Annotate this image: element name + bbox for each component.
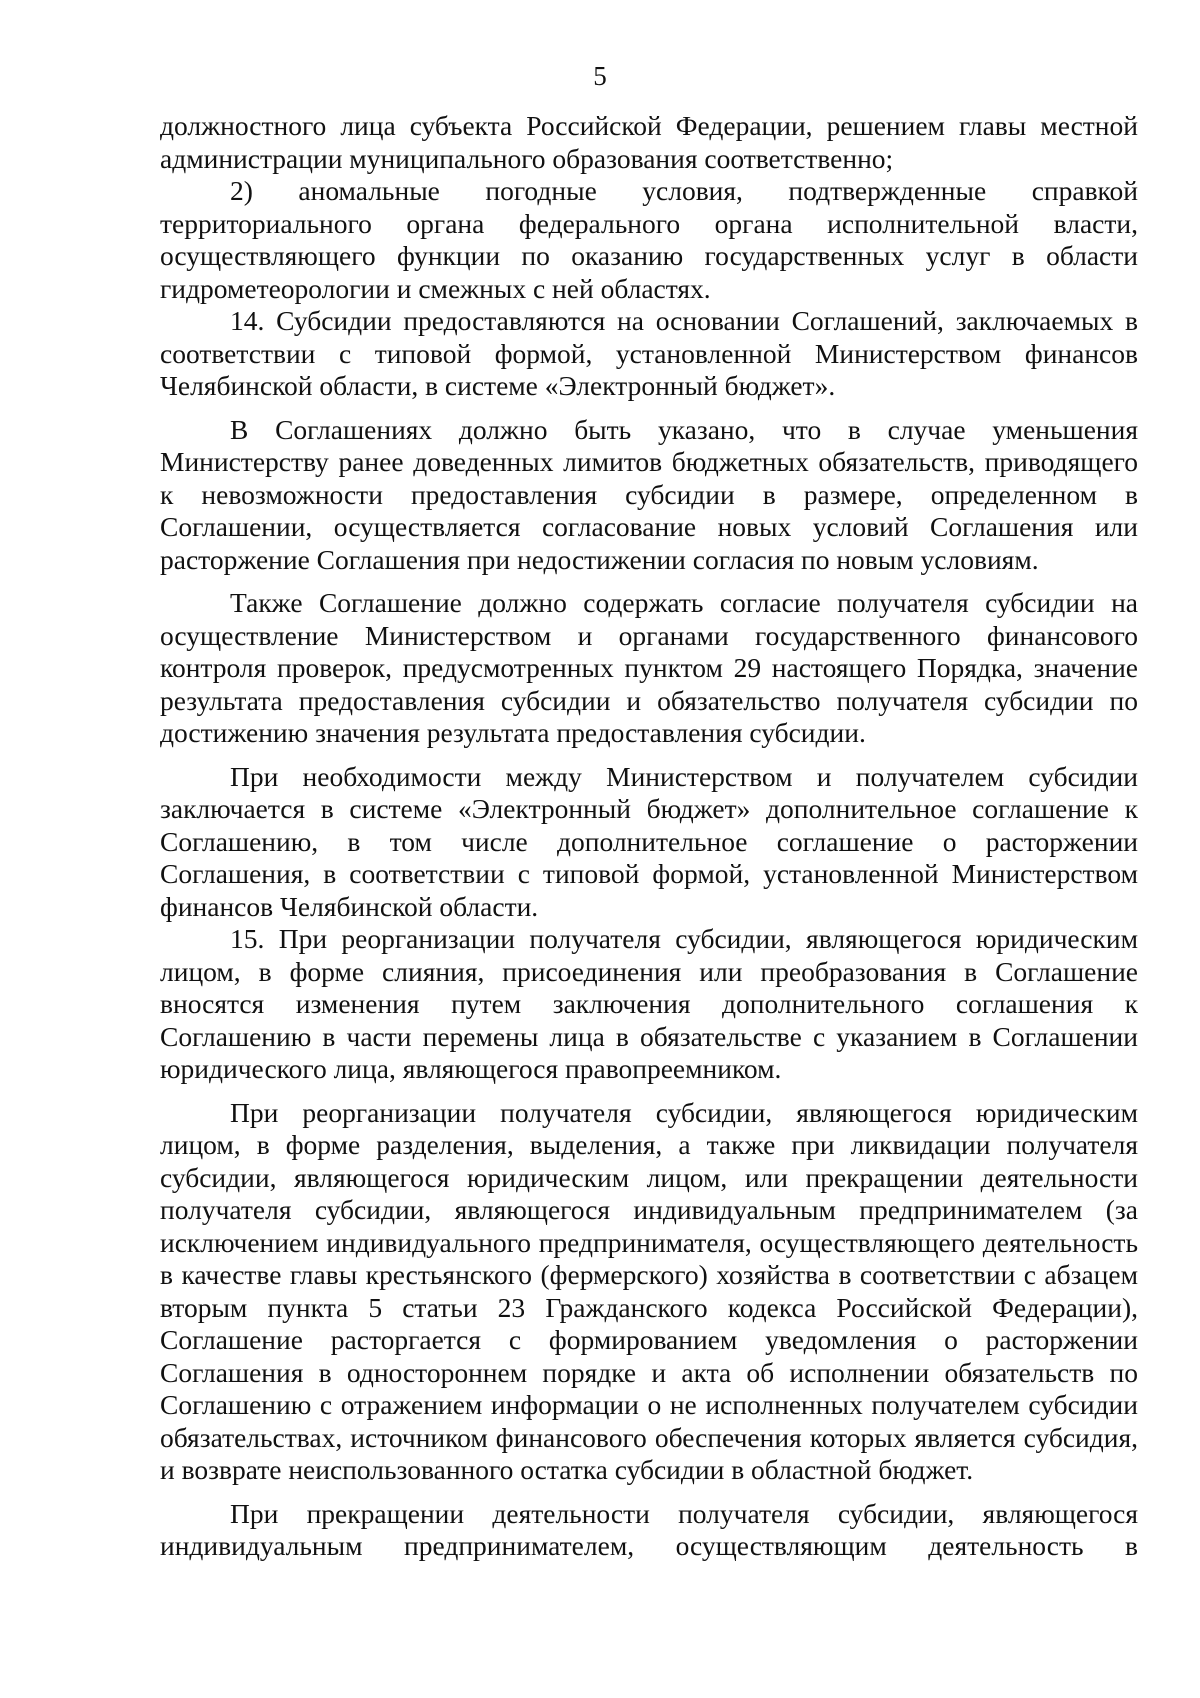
page-number: 5	[593, 61, 607, 91]
paragraph-item-2: 2) аномальные погодные условия, подтвержденные справкой территориального органа федерального органа исполнительной власти, осуществляющего функции по оказанию государственных услуг в области гидрометеорологии и смежных с ней областях.	[160, 175, 1138, 304]
paragraph-reorganization: При реорганизации получателя субсидии, являющегося юридическим лицом, в форме разделения, выделения, а также при ликвидации получателя субсидии, являющегося юридическим лицом, или прекращении деятельности получателя субсидии, являющегося индивидуальным предпринимателем (за исключением индивидуального предпринимателя, осуществляющего деятельность в качестве главы крестьянского (фермерского) хозяйства в соответствии с абзацем вторым пункта 5 статьи 23 Гражданского кодекса Российской Федерации), Соглашение расторгается с формированием уведомления о расторжении Соглашения в одностороннем порядке и акта об исполнении обязательств по Соглашению с отражением информации о не исполненных получателем субсидии обязательствах, источником финансового обеспечения которых является субсидия, и возврате неиспользованного остатка субсидии в областной бюджет.	[160, 1096, 1138, 1485]
paragraph-clause-15: 15. При реорганизации получателя субсидии, являющегося юридическим лицом, в форме слияния, присоединения или преобразования в Соглашение вносятся изменения путем заключения дополнительного соглашения к Соглашению в части перемены лица в обязательстве с указанием в Соглашении юридического лица, являющегося правопреемником.	[160, 923, 1138, 1084]
paragraph-clause-14: 14. Субсидии предоставляются на основании Соглашений, заключаемых в соответствии с типовой формой, установленной Министерством финансов Челябинской области, в системе «Электронный бюджет».	[160, 305, 1138, 401]
paragraph-additional-agreement: При необходимости между Министерством и получателем субсидии заключается в системе «Электронный бюджет» дополнительное соглашение к Соглашению, в том числе дополнительное соглашение о расторжении Соглашения, в соответствии с типовой формой, установленной Министерством финансов Челябинской области.	[160, 760, 1138, 922]
paragraph-continuation: должностного лица субъекта Российской Федерации, решением главы местной администрации муниципального образования соответственно;	[160, 110, 1138, 174]
paragraph-termination: При прекращении деятельности получателя субсидии, являющегося индивидуальным предпринимателем, осуществляющим деятельность в	[160, 1497, 1138, 1561]
document-body	[160, 110, 1138, 1563]
paragraph-agreement-limits: В Соглашениях должно быть указано, что в случае уменьшения Министерству ранее доведенных лимитов бюджетных обязательств, приводящего к невозможности предоставления субсидии в размере, определенном в Соглашении, осуществляется согласование новых условий Соглашения или расторжение Соглашения при недостижении согласия по новым условиям.	[160, 413, 1138, 575]
paragraph-agreement-consent: Также Соглашение должно содержать согласие получателя субсидии на осуществление Министерством и органами государственного финансового контроля проверок, предусмотренных пунктом 29 настоящего Порядка, значение результата предоставления субсидии и обязательство получателя субсидии по достижению значения результата предоставления субсидии.	[160, 587, 1138, 748]
